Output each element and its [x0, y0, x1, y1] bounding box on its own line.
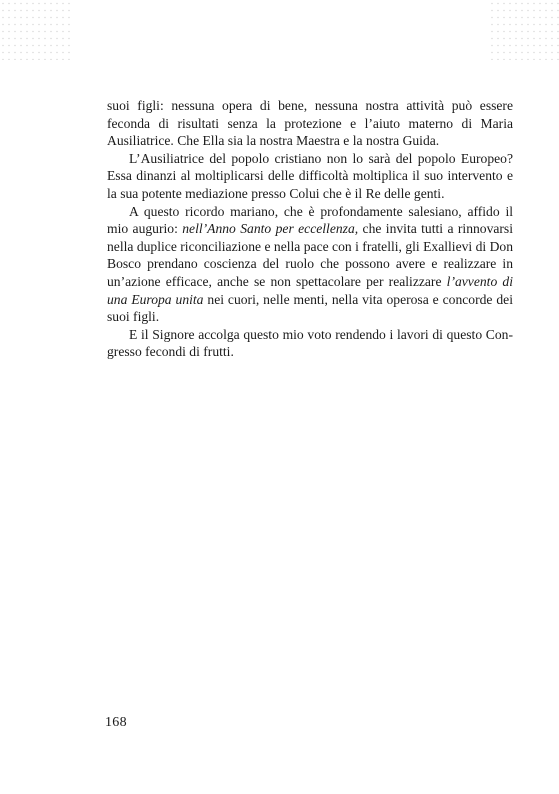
scan-noise-right: [489, 0, 559, 60]
paragraph-3: [107, 203, 513, 326]
paragraph-1: [107, 97, 513, 150]
body-text: [107, 97, 513, 361]
scan-noise-left: [0, 0, 70, 60]
paragraph-1-text: suoi figli: nessuna opera di bene, nessuna nostra attività può essere feconda di risultati senza la protezione e l’aiuto materno di Maria Ausiliatrice. Che Ella sia la nostra Maestra e la nostra Guida.: [107, 98, 513, 149]
page-number: 168: [105, 715, 127, 730]
paragraph-2-text: L’Ausiliatrice del popolo cristiano non lo sarà del popolo Europeo? Essa dinanzi al moltiplicarsi delle difficoltà moltiplica il suo intervento e la sua potente mediazione presso Colui che è il Re delle genti.: [107, 150, 513, 201]
paragraph-3-text-b: che invita tutti a rinnovarsi nella duplice riconciliazione e nella pace con i fratelli, gli Exallievi di Don Bosco prendano coscienza del ruolo che possono avere e realizzare in un’azione efficace, anche se non spettacolare per realizzare: [107, 221, 514, 289]
paragraph-4: [107, 326, 513, 361]
paragraph-3-text-a: A questo ricordo mariano, che è profondamente salesiano, affido il mio augurio:: [107, 203, 513, 237]
paragraph-4-text: E il Signore accolga questo mio voto rendendo i lavori di questo Congresso fecondi di frutti.: [107, 326, 513, 360]
paragraph-2: [107, 150, 513, 203]
paragraph-3-italic-anno-santo: nell’Anno Santo per eccellenza,: [182, 221, 359, 237]
paragraph-3-text-c: nei cuori, nelle menti, nella vita operosa e concorde dei suoi figli.: [107, 291, 513, 325]
paragraph-3-italic-europa-unita: l’avvento di una Europa unita: [107, 273, 513, 307]
